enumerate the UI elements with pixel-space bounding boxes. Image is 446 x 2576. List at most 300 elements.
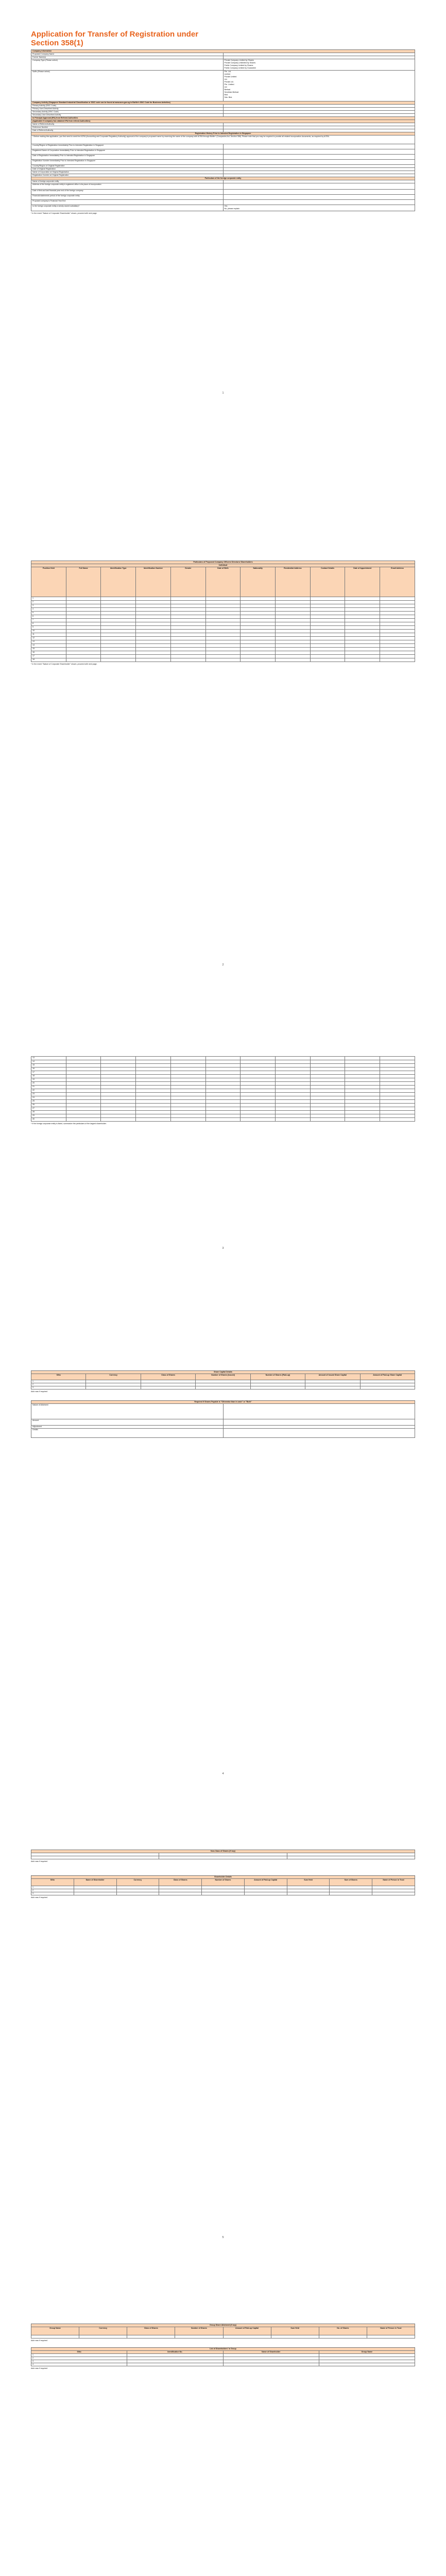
cell[interactable] (310, 1100, 345, 1104)
cell[interactable] (310, 637, 345, 640)
cell[interactable] (310, 1064, 345, 1067)
cell[interactable] (101, 1118, 136, 1122)
cell[interactable] (345, 615, 380, 619)
cell[interactable] (205, 1082, 241, 1086)
cell[interactable] (205, 633, 241, 637)
cell[interactable] (276, 1071, 311, 1075)
cell[interactable] (310, 619, 345, 622)
cell[interactable] (250, 1386, 305, 1389)
cell[interactable] (205, 1075, 241, 1078)
cell[interactable] (136, 1111, 171, 1114)
cell[interactable] (170, 644, 205, 648)
cell[interactable] (136, 1100, 171, 1104)
cell[interactable] (276, 1082, 311, 1086)
cell[interactable] (380, 619, 415, 622)
cell[interactable] (276, 640, 311, 644)
cell[interactable] (127, 2335, 175, 2338)
cell[interactable] (205, 626, 241, 630)
cell[interactable] (310, 622, 345, 626)
cell[interactable] (310, 626, 345, 630)
cell[interactable] (310, 644, 345, 648)
checkbox-option[interactable]: Pte. Ltd. (224, 71, 231, 73)
cell[interactable] (310, 651, 345, 655)
cell[interactable] (380, 658, 415, 662)
cell[interactable] (136, 655, 171, 658)
cell[interactable] (170, 630, 205, 633)
cell[interactable] (380, 612, 415, 615)
cell[interactable] (136, 601, 171, 604)
cell[interactable] (310, 1057, 345, 1060)
cell[interactable] (101, 601, 136, 604)
cell[interactable] (367, 2335, 415, 2338)
cell[interactable] (66, 608, 101, 612)
field-input[interactable] (223, 149, 415, 155)
cell[interactable] (31, 2335, 79, 2338)
cell[interactable] (276, 633, 311, 637)
cell[interactable] (276, 648, 311, 651)
checkbox-option[interactable]: Limited (224, 73, 231, 75)
cell[interactable] (271, 2335, 319, 2338)
cell[interactable] (241, 1096, 276, 1100)
cell[interactable] (66, 1104, 101, 1107)
cell[interactable] (202, 1892, 245, 1895)
checkbox-option[interactable]: Yes (224, 205, 228, 207)
cell[interactable] (276, 1093, 311, 1096)
cell[interactable] (345, 633, 380, 637)
cell[interactable] (380, 1089, 415, 1093)
cell[interactable] (360, 1386, 415, 1389)
cell[interactable] (170, 1086, 205, 1089)
cell[interactable] (170, 655, 205, 658)
cell[interactable] (136, 1075, 171, 1078)
cell[interactable] (170, 597, 205, 601)
cell[interactable] (241, 633, 276, 637)
field-input[interactable] (223, 183, 415, 190)
cell[interactable] (345, 651, 380, 655)
cell[interactable] (241, 637, 276, 640)
cell[interactable] (136, 1064, 171, 1067)
cell[interactable] (136, 1093, 171, 1096)
cell[interactable] (136, 1067, 171, 1071)
cell[interactable] (136, 622, 171, 626)
cell[interactable] (66, 637, 101, 640)
cell[interactable] (380, 648, 415, 651)
cell[interactable] (170, 612, 205, 615)
cell[interactable] (241, 640, 276, 644)
cell[interactable] (276, 1078, 311, 1082)
cell[interactable] (170, 601, 205, 604)
cell[interactable] (380, 1075, 415, 1078)
cell[interactable] (136, 1118, 171, 1122)
cell[interactable] (380, 1093, 415, 1096)
checkbox-option[interactable]: Berhad (224, 89, 231, 91)
checkbox-option[interactable]: Private Company Limited by Shares (224, 59, 254, 61)
cell[interactable] (223, 2363, 319, 2366)
cell[interactable] (380, 1096, 415, 1100)
cell[interactable] (380, 1100, 415, 1104)
cell[interactable] (330, 1892, 372, 1895)
cell[interactable] (66, 612, 101, 615)
cell[interactable] (170, 1078, 205, 1082)
cell[interactable] (205, 1111, 241, 1114)
cell[interactable] (310, 1118, 345, 1122)
cell[interactable] (241, 651, 276, 655)
cell[interactable] (241, 630, 276, 633)
cell[interactable] (205, 637, 241, 640)
cell[interactable] (276, 1067, 311, 1071)
cell[interactable] (345, 1114, 380, 1118)
cell[interactable] (345, 1078, 380, 1082)
cell[interactable] (241, 615, 276, 619)
cell[interactable] (101, 1104, 136, 1107)
cell[interactable] (101, 1071, 136, 1075)
cell[interactable] (101, 640, 136, 644)
cell[interactable] (276, 644, 311, 648)
cell[interactable] (136, 608, 171, 612)
cell[interactable] (241, 1118, 276, 1122)
cell[interactable] (136, 1114, 171, 1118)
cell[interactable] (310, 612, 345, 615)
cell[interactable] (205, 1067, 241, 1071)
cell[interactable] (244, 1892, 287, 1895)
cell[interactable] (345, 658, 380, 662)
cell[interactable] (287, 1892, 330, 1895)
cell[interactable] (310, 1071, 345, 1075)
cell[interactable] (380, 1118, 415, 1122)
cell[interactable] (241, 1078, 276, 1082)
cell[interactable] (205, 1093, 241, 1096)
cell[interactable] (205, 1107, 241, 1111)
cell[interactable] (380, 1067, 415, 1071)
cell[interactable] (205, 1060, 241, 1064)
cell[interactable] (101, 622, 136, 626)
cell[interactable] (345, 1118, 380, 1122)
cell[interactable] (276, 1118, 311, 1122)
cell[interactable] (276, 1100, 311, 1104)
cell[interactable] (170, 1067, 205, 1071)
cell[interactable] (345, 597, 380, 601)
cell[interactable] (66, 1111, 101, 1114)
cell[interactable] (66, 655, 101, 658)
cell[interactable] (136, 597, 171, 601)
cell[interactable] (380, 644, 415, 648)
cell[interactable] (86, 1386, 141, 1389)
cell[interactable] (101, 1078, 136, 1082)
cell[interactable] (276, 630, 311, 633)
cell[interactable] (66, 615, 101, 619)
cell[interactable] (170, 619, 205, 622)
cell[interactable] (305, 1386, 360, 1389)
cell[interactable] (196, 1386, 250, 1389)
cell[interactable] (241, 1071, 276, 1075)
cell[interactable] (345, 1060, 380, 1064)
cell[interactable] (66, 1071, 101, 1075)
cell[interactable] (136, 619, 171, 622)
cell[interactable] (141, 1386, 195, 1389)
cell[interactable] (319, 2363, 415, 2366)
checkbox-option[interactable]: Private Company Unlimited by Shares (224, 62, 256, 64)
cell[interactable] (310, 1111, 345, 1114)
cell[interactable] (310, 630, 345, 633)
cell[interactable] (101, 630, 136, 633)
cell[interactable] (101, 658, 136, 662)
cell[interactable] (345, 648, 380, 651)
checkbox-option[interactable]: Ltd (224, 86, 227, 88)
cell[interactable] (241, 608, 276, 612)
cell[interactable] (276, 1114, 311, 1118)
cell[interactable] (66, 633, 101, 637)
cell[interactable] (101, 615, 136, 619)
cell[interactable] (159, 1892, 202, 1895)
cell[interactable] (345, 630, 380, 633)
cell[interactable] (380, 1057, 415, 1060)
cell[interactable] (170, 640, 205, 644)
cell[interactable] (205, 619, 241, 622)
cell[interactable] (345, 612, 380, 615)
field-input[interactable] (223, 200, 415, 205)
cell[interactable] (205, 648, 241, 651)
cell[interactable] (170, 604, 205, 608)
cell[interactable] (310, 1093, 345, 1096)
cell[interactable] (345, 1111, 380, 1114)
cell[interactable] (66, 1064, 101, 1067)
cell[interactable] (380, 637, 415, 640)
cell[interactable] (205, 651, 241, 655)
cell[interactable] (380, 1086, 415, 1089)
cell[interactable] (276, 1089, 311, 1093)
cell[interactable] (310, 655, 345, 658)
checkbox-option[interactable]: Ltd. (224, 78, 228, 80)
cell[interactable] (205, 1064, 241, 1067)
cell[interactable] (241, 622, 276, 626)
cell[interactable] (310, 608, 345, 612)
cell[interactable] (276, 612, 311, 615)
cell[interactable] (345, 1067, 380, 1071)
cell[interactable] (170, 633, 205, 637)
cell[interactable] (205, 601, 241, 604)
cell[interactable] (101, 626, 136, 630)
cell[interactable] (276, 655, 311, 658)
cell[interactable] (175, 2335, 223, 2338)
cell[interactable] (205, 1071, 241, 1075)
cell[interactable] (66, 1086, 101, 1089)
cell[interactable] (310, 597, 345, 601)
cell[interactable] (276, 608, 311, 612)
checkbox-option[interactable]: Sendirian Berhad (224, 91, 239, 93)
cell[interactable] (241, 648, 276, 651)
cell[interactable] (276, 1104, 311, 1107)
cell[interactable] (101, 612, 136, 615)
cell[interactable] (241, 597, 276, 601)
cell[interactable] (136, 1060, 171, 1064)
cell[interactable] (170, 658, 205, 662)
cell[interactable] (101, 651, 136, 655)
cell[interactable] (66, 626, 101, 630)
checkbox-option[interactable]: Public Company Limited by Guarantee (224, 67, 256, 69)
cell[interactable] (66, 1096, 101, 1100)
checkbox-option[interactable]: Private Ltd. (224, 81, 234, 83)
cell[interactable] (205, 1100, 241, 1104)
cell[interactable] (66, 1114, 101, 1118)
cell[interactable] (276, 604, 311, 608)
cell[interactable] (205, 1114, 241, 1118)
cell[interactable] (136, 1086, 171, 1089)
cell[interactable] (345, 1107, 380, 1111)
cell[interactable] (310, 1086, 345, 1089)
cell[interactable] (136, 626, 171, 630)
cell[interactable] (101, 1096, 136, 1100)
cell[interactable] (205, 1089, 241, 1093)
cell[interactable] (345, 626, 380, 630)
cell[interactable] (66, 1107, 101, 1111)
cell[interactable] (380, 1107, 415, 1111)
cell[interactable] (170, 1104, 205, 1107)
cell[interactable] (310, 1096, 345, 1100)
cell[interactable] (223, 2335, 271, 2338)
cell[interactable] (380, 1064, 415, 1067)
cell[interactable] (170, 626, 205, 630)
cell[interactable] (380, 626, 415, 630)
cell[interactable] (66, 1082, 101, 1086)
cell[interactable] (345, 1075, 380, 1078)
cell[interactable] (170, 1118, 205, 1122)
cell[interactable] (205, 630, 241, 633)
cell[interactable] (205, 658, 241, 662)
cell[interactable] (380, 630, 415, 633)
cell[interactable] (276, 597, 311, 601)
field-input[interactable] (223, 1419, 415, 1426)
cell[interactable] (170, 1100, 205, 1104)
cell[interactable] (101, 1082, 136, 1086)
cell[interactable] (241, 601, 276, 604)
cell[interactable] (136, 1071, 171, 1075)
cell[interactable] (136, 648, 171, 651)
cell[interactable] (380, 651, 415, 655)
field-input[interactable] (223, 190, 415, 195)
cell[interactable] (380, 597, 415, 601)
checkbox-option[interactable]: No, please explain (224, 208, 240, 210)
cell[interactable] (66, 601, 101, 604)
cell[interactable] (170, 637, 205, 640)
field-input[interactable] (223, 195, 415, 200)
consent-options[interactable] (223, 205, 415, 211)
cell[interactable] (380, 1060, 415, 1064)
cell[interactable] (136, 604, 171, 608)
cell[interactable] (319, 2335, 367, 2338)
cell[interactable] (310, 604, 345, 608)
cell[interactable] (170, 622, 205, 626)
cell[interactable] (66, 597, 101, 601)
cell[interactable] (170, 1071, 205, 1075)
cell[interactable] (205, 1104, 241, 1107)
cell[interactable] (136, 615, 171, 619)
cell[interactable] (241, 1086, 276, 1089)
cell[interactable] (170, 1089, 205, 1093)
cell[interactable] (241, 619, 276, 622)
cell[interactable] (136, 1104, 171, 1107)
cell[interactable] (380, 604, 415, 608)
checkbox-option[interactable]: Public Company Limited by Shares (224, 64, 253, 66)
cell[interactable] (205, 644, 241, 648)
cell[interactable] (241, 1075, 276, 1078)
cell[interactable] (66, 658, 101, 662)
cell[interactable] (287, 1856, 415, 1859)
cell[interactable] (276, 626, 311, 630)
cell[interactable] (170, 1082, 205, 1086)
cell[interactable] (241, 1104, 276, 1107)
cell[interactable] (345, 1100, 380, 1104)
cell[interactable] (345, 1093, 380, 1096)
checkbox-option[interactable]: Private Limited (224, 76, 237, 78)
cell[interactable] (241, 1057, 276, 1060)
cell[interactable] (101, 1057, 136, 1060)
cell[interactable] (66, 1100, 101, 1104)
cell[interactable] (66, 640, 101, 644)
cell[interactable] (276, 1086, 311, 1089)
cell[interactable] (66, 648, 101, 651)
cell[interactable] (205, 1057, 241, 1060)
cell[interactable] (101, 1114, 136, 1118)
cell[interactable] (170, 1064, 205, 1067)
cell[interactable] (66, 1060, 101, 1064)
cell[interactable] (101, 1100, 136, 1104)
cell[interactable] (276, 601, 311, 604)
cell[interactable] (380, 622, 415, 626)
cell[interactable] (372, 1892, 415, 1895)
cell[interactable] (136, 1107, 171, 1111)
cell[interactable] (170, 651, 205, 655)
cell[interactable] (170, 648, 205, 651)
cell[interactable] (79, 2335, 127, 2338)
company-type-options[interactable] (223, 59, 415, 71)
cell[interactable] (136, 633, 171, 637)
cell[interactable] (345, 1064, 380, 1067)
cell[interactable] (276, 1060, 311, 1064)
cell[interactable] (310, 1060, 345, 1064)
cell[interactable] (241, 604, 276, 608)
cell[interactable] (380, 601, 415, 604)
cell[interactable] (276, 1064, 311, 1067)
cell[interactable] (345, 1057, 380, 1060)
cell[interactable] (136, 612, 171, 615)
cell[interactable] (205, 622, 241, 626)
cell[interactable] (66, 1089, 101, 1093)
cell[interactable] (241, 1060, 276, 1064)
cell[interactable] (66, 604, 101, 608)
cell[interactable] (310, 1075, 345, 1078)
cell[interactable] (101, 648, 136, 651)
cell[interactable] (170, 1114, 205, 1118)
field-input[interactable] (223, 1404, 415, 1419)
cell[interactable] (101, 644, 136, 648)
cell[interactable] (101, 1075, 136, 1078)
cell[interactable] (170, 615, 205, 619)
cell[interactable] (136, 640, 171, 644)
cell[interactable] (276, 1075, 311, 1078)
cell[interactable] (345, 637, 380, 640)
cell[interactable] (380, 1114, 415, 1118)
cell[interactable] (310, 633, 345, 637)
cell[interactable] (380, 1078, 415, 1082)
cell[interactable] (241, 658, 276, 662)
cell[interactable] (345, 655, 380, 658)
cell[interactable] (310, 1067, 345, 1071)
cell[interactable] (276, 622, 311, 626)
cell[interactable] (101, 597, 136, 601)
cell[interactable] (170, 1111, 205, 1114)
cell[interactable] (310, 1078, 345, 1082)
cell[interactable] (310, 648, 345, 651)
